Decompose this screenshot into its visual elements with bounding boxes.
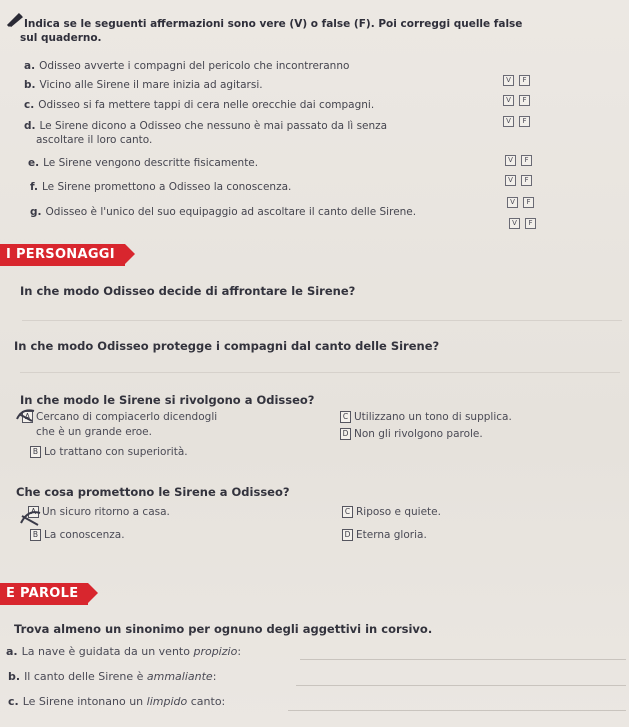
question-2: In che modo Odisseo protegge i compagni dal canto delle Sirene? — [14, 339, 440, 353]
option-box: B — [30, 529, 41, 541]
section-banner-personaggi: I PERSONAGGI — [0, 244, 125, 266]
divider — [20, 372, 620, 373]
vf-pair-f — [507, 189, 539, 208]
f-checkbox[interactable]: F — [521, 155, 532, 166]
q4-option-a[interactable]: A Un sicuro ritorno a casa. — [28, 506, 170, 518]
f-checkbox[interactable]: F — [525, 218, 536, 229]
v-checkbox[interactable]: V — [505, 175, 516, 186]
exercise-instruction: Indica se le seguenti affermazioni sono vere (V) o false (F). Poi correggi quelle false — [24, 18, 523, 30]
q3-option-d[interactable]: D Non gli rivolgono parole. — [340, 428, 483, 440]
v-checkbox[interactable]: V — [503, 116, 514, 127]
statement-e: e. Le Sirene vengono descritte fisicamente. — [28, 157, 259, 169]
option-box: A — [28, 506, 39, 518]
question-1: In che modo Odisseo decide di affrontare le Sirene? — [20, 284, 356, 298]
option-box: C — [342, 506, 353, 518]
parole-instruction: Trova almeno un sinonimo per ognuno degli aggettivi in corsivo. — [14, 622, 433, 636]
statement-b: b. Vicino alle Sirene il mare inizia ad agitarsi. — [24, 79, 263, 91]
section-banner-parole: E PAROLE — [0, 583, 88, 605]
v-checkbox[interactable]: V — [503, 95, 514, 106]
v-checkbox[interactable]: V — [505, 155, 516, 166]
pen-mark-icon — [6, 12, 24, 28]
q4-option-d[interactable]: D Eterna gloria. — [342, 529, 427, 541]
question-3: In che modo le Sirene si rivolgono a Odisseo? — [20, 393, 315, 407]
q3-option-a-line2: che è un grande eroe. — [36, 426, 152, 438]
q3-option-a[interactable]: A Cercano di compiacerlo dicendogli — [22, 411, 217, 423]
vf-pair-g — [509, 210, 541, 229]
v-checkbox[interactable]: V — [507, 197, 518, 208]
handwritten-mark-icon — [18, 507, 44, 527]
q4-option-c[interactable]: C Riposo e quiete. — [342, 506, 441, 518]
statement-c: c. Odisseo si fa mettere tappi di cera nelle orecchie dai compagni. — [24, 99, 375, 111]
f-checkbox[interactable]: F — [519, 116, 530, 127]
option-box: B — [30, 446, 41, 458]
v-checkbox[interactable]: V — [503, 75, 514, 86]
q3-option-b[interactable]: B Lo trattano con superiorità. — [30, 446, 188, 458]
statement-a: a. Odisseo avverte i compagni del pericolo che incontreranno — [24, 60, 350, 72]
vf-pair-d — [505, 147, 537, 166]
q3-option-c[interactable]: C Utilizzano un tono di supplica. — [340, 411, 512, 423]
option-box: C — [340, 411, 351, 423]
f-checkbox[interactable]: F — [519, 95, 530, 106]
q4-option-b[interactable]: B La conoscenza. — [30, 529, 125, 541]
vf-pair-c — [503, 108, 535, 127]
synonym-item-b: b. Il canto delle Sirene è ammaliante: — [8, 670, 217, 683]
statement-f: f. Le Sirene promettono a Odisseo la conoscenza. — [30, 181, 292, 193]
synonym-item-c: c. Le Sirene intonano un limpido canto: — [8, 695, 226, 708]
exercise-instruction-line2: sul quaderno. — [20, 32, 102, 44]
synonym-item-a: a. La nave è guidata da un vento propizio: — [6, 645, 242, 658]
vf-pair-a — [503, 67, 535, 86]
answer-line-b[interactable] — [296, 685, 626, 686]
answer-line-c[interactable] — [288, 710, 626, 711]
vf-pair-b — [503, 87, 535, 106]
question-4: Che cosa promettono le Sirene a Odisseo? — [16, 485, 290, 499]
f-checkbox[interactable]: F — [521, 175, 532, 186]
f-checkbox[interactable]: F — [523, 197, 534, 208]
answer-line-a[interactable] — [300, 659, 626, 660]
option-box: D — [342, 529, 353, 541]
statement-d: d. Le Sirene dicono a Odisseo che nessuno è mai passato da lì senza — [24, 120, 388, 132]
v-checkbox[interactable]: V — [509, 218, 520, 229]
vf-pair-e — [505, 167, 537, 186]
statement-d-line2: ascoltare il loro canto. — [36, 134, 153, 146]
option-box: A — [22, 411, 33, 423]
handwritten-mark-icon — [14, 405, 38, 423]
f-checkbox[interactable]: F — [519, 75, 530, 86]
divider — [22, 320, 622, 321]
statement-g: g. Odisseo è l'unico del suo equipaggio ad ascoltare il canto delle Sirene. — [30, 206, 417, 218]
option-box: D — [340, 428, 351, 440]
